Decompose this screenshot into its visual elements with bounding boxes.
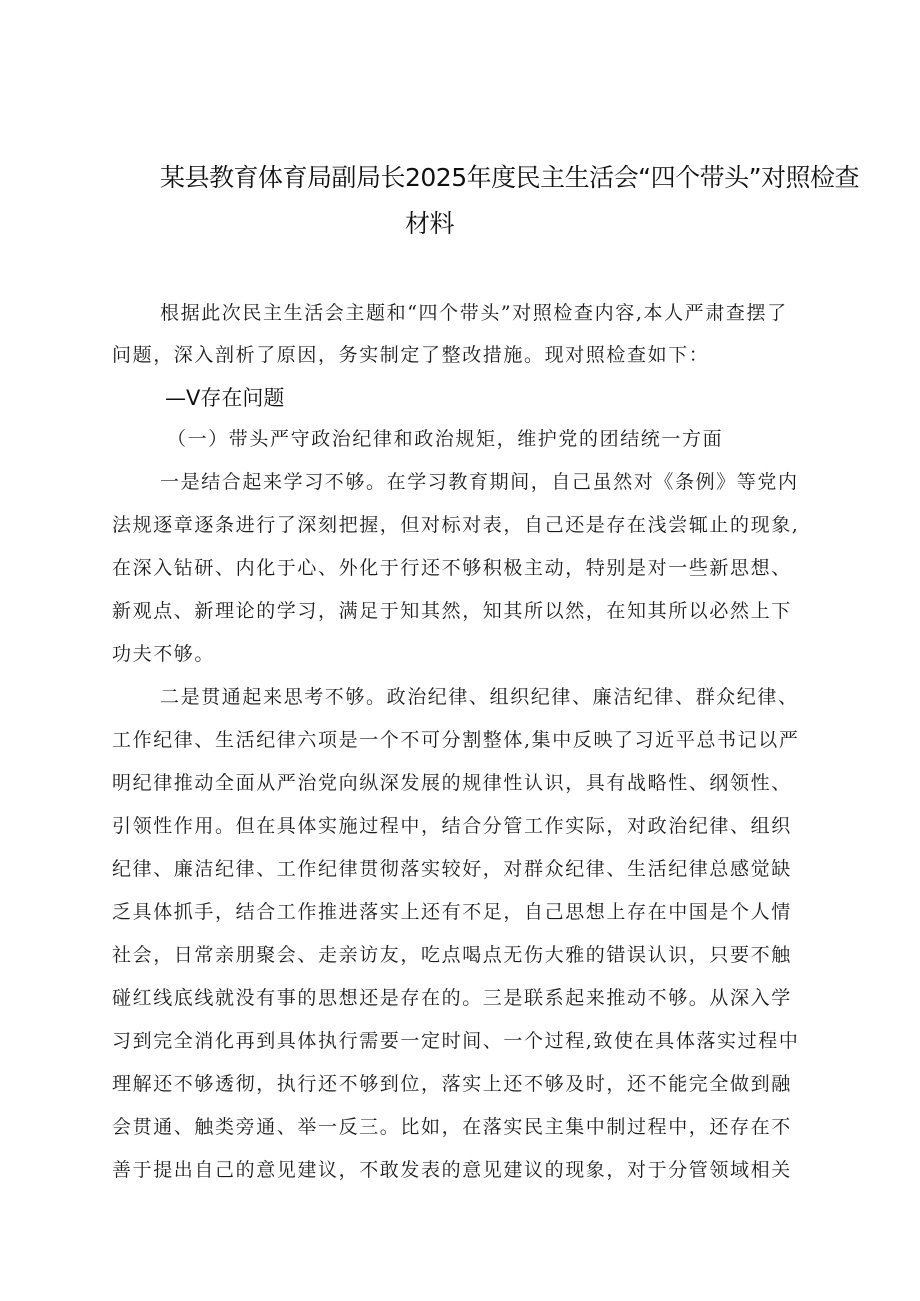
subsection-heading: （一）带头严守政治纪律和政治规矩，维护党的团结统一方面 <box>167 428 724 450</box>
paragraph-line: 功夫不够。 <box>112 643 216 665</box>
paragraph-line: 工作纪律、生活纪律六项是一个不可分割整体,集中反映了习近平总书记以严 <box>112 729 800 751</box>
paragraph-line: 引领性作用。但在具体实施过程中，结合分管工作实际，对政治纪律、组织 <box>112 815 792 837</box>
paragraph-line: 根据此次民主生活会主题和“四个带头”对照检查内容,本人严肃查摆了 <box>160 302 788 324</box>
paragraph-line: 善于提出自己的意见建议，不敢发表的意见建议的现象，对于分管领域相关 <box>112 1159 792 1181</box>
section-heading: —V存在问题 <box>165 386 285 410</box>
paragraph-line: 一是结合起来学习不够。在学习教育期间，自己虽然对《条例》等党内 <box>160 471 799 493</box>
paragraph-line: 纪律、廉洁纪律、工作纪律贯彻落实较好，对群众纪律、生活纪律总感觉缺 <box>112 858 792 880</box>
paragraph-line: 理解还不够透彻，执行还不够到位，落实上还不够及时，还不能完全做到融 <box>112 1073 792 1095</box>
paragraph-line: 在深入钻研、内化于心、外化于行还不够积极主动，特别是对一些新思想、 <box>112 557 792 579</box>
paragraph-line: 新观点、新理论的学习，满足于知其然，知其所以然，在知其所以必然上下 <box>112 600 792 622</box>
paragraph-line: 会贯通、触类旁通、举一反三。比如，在落实民主集中制过程中，还存在不 <box>112 1116 792 1138</box>
paragraph-line: 社会，日常亲朋聚会、走亲访友，吃点喝点无伤大雅的错误认识，只要不触 <box>112 944 792 966</box>
paragraph-line: 二是贯通起来思考不够。政治纪律、组织纪律、廉洁纪律、群众纪律、 <box>160 686 799 708</box>
paragraph-line: 问题，深入剖析了原因，务实制定了整改措施。现对照检查如下： <box>112 344 710 366</box>
paragraph-line: 碰红线底线就没有事的思想还是存在的。三是联系起来推动不够。从深入学 <box>112 987 792 1009</box>
paragraph-line: 习到完全消化再到具体执行需要一定时间、一个过程,致使在具体落实过程中 <box>112 1030 800 1052</box>
paragraph-line: 法规逐章逐条进行了深刻把握，但对标对表，自己还是存在浅尝辄止的现象, <box>112 514 800 536</box>
paragraph-line: 明纪律推动全面从严治党向纵深发展的规律性认识，具有战略性、纲领性、 <box>112 772 792 794</box>
document-title-line-1: 某县教育体育局副局长2025年度民主生活会“四个带头”对照检查 <box>160 163 860 192</box>
paragraph-line: 乏具体抓手，结合工作推进落实上还有不足，自己思想上存在中国是个人情 <box>112 901 792 923</box>
document-title-line-2: 材料 <box>405 209 455 238</box>
